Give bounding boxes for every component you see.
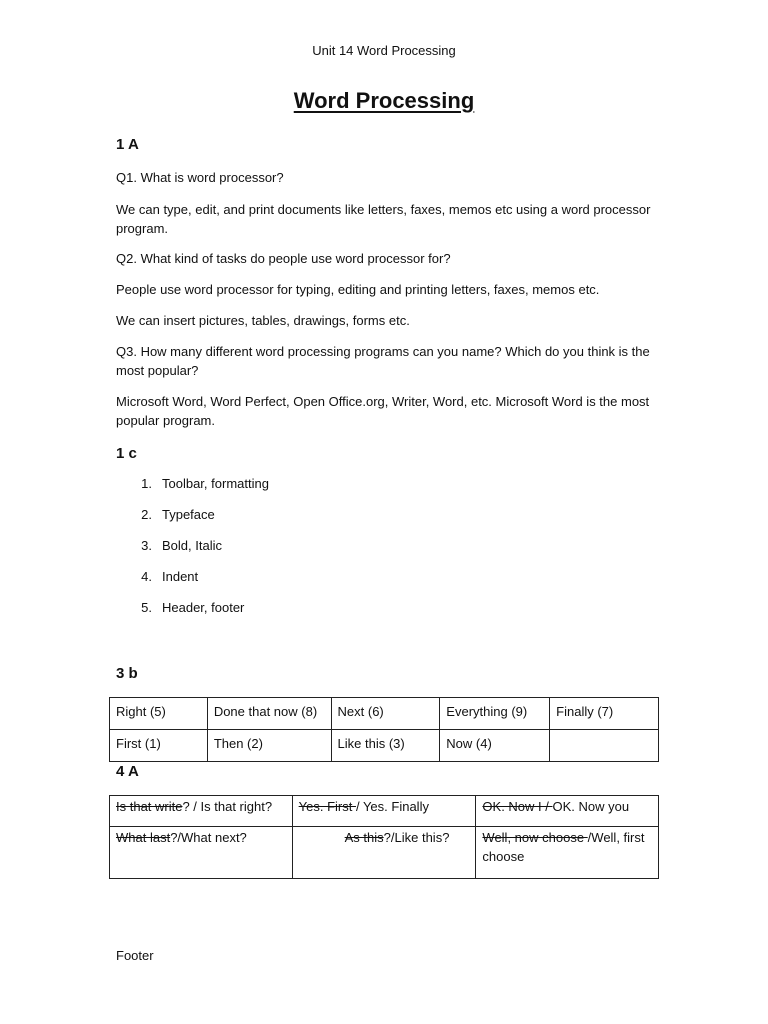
table-cell: [292, 827, 476, 879]
list-text: Toolbar, formatting: [162, 476, 269, 491]
table-cell: [110, 796, 293, 827]
struck-text: Is that write: [116, 799, 183, 814]
question-3: Q3. How many different word processing programs can you name? Which do you think is the most popular?: [116, 344, 650, 378]
page-footer: Footer: [116, 948, 154, 963]
table-cell: First (1): [110, 730, 208, 762]
correction-text: / Yes. Finally: [355, 799, 429, 814]
correction-text: OK. Now you: [552, 799, 630, 814]
section-heading-1c: 1 c: [116, 445, 137, 462]
table-cell: Now (4): [440, 730, 550, 762]
page-header: Unit 14 Word Processing: [312, 43, 456, 58]
table-cell: [110, 827, 293, 879]
page-title-text: Word Processing: [293, 88, 475, 113]
answer-2a: People use word processor for typing, editing and printing letters, faxes, memos etc.: [116, 282, 600, 297]
struck-text: Yes. First: [298, 799, 356, 814]
list-number: 5.: [141, 600, 152, 615]
list-number: 3.: [141, 538, 152, 553]
list-number: 4.: [141, 569, 152, 584]
struck-text: As this: [344, 830, 384, 845]
list-number: 2.: [141, 507, 152, 522]
table-cell: [550, 730, 659, 762]
section-heading-4a: 4 A: [116, 763, 139, 780]
answer-2b: We can insert pictures, tables, drawings, forms etc.: [116, 313, 410, 328]
table-row: [110, 796, 659, 827]
table-3b: [109, 697, 659, 762]
table-4a: [109, 795, 659, 879]
section-heading-1a: 1 A: [116, 136, 139, 153]
section-heading-3b: 3 b: [116, 665, 138, 682]
page-title: [0, 88, 768, 114]
table-cell: Done that now (8): [207, 698, 331, 730]
list-text: Indent: [162, 569, 199, 584]
table-row: [110, 730, 659, 762]
table-row: [110, 827, 659, 879]
list-text: Typeface: [162, 507, 215, 522]
table-row: [110, 698, 659, 730]
list-text: Bold, Italic: [162, 538, 222, 553]
table-cell: Finally (7): [550, 698, 659, 730]
table-cell: Everything (9): [440, 698, 550, 730]
list-text: Header, footer: [162, 600, 245, 615]
correction-text: ?/What next?: [170, 830, 247, 845]
correction-text: ?/Like this?: [383, 830, 450, 845]
answer-1: We can type, edit, and print documents like letters, faxes, memos etc using a word processor program.: [116, 202, 651, 236]
question-2: Q2. What kind of tasks do people use word processor for?: [116, 251, 451, 266]
question-1: Q1. What is word processor?: [116, 170, 284, 185]
table-cell: Right (5): [110, 698, 208, 730]
list-number: 1.: [141, 476, 152, 491]
table-cell: [476, 827, 659, 879]
table-cell: Then (2): [207, 730, 331, 762]
correction-text: /Well, first choose: [482, 830, 645, 864]
struck-text: What last: [116, 830, 171, 845]
table-cell: [292, 796, 476, 827]
table-cell: Next (6): [331, 698, 440, 730]
struck-text: Well, now choose: [482, 830, 588, 845]
table-cell: [476, 796, 659, 827]
correction-text: ? / Is that right?: [182, 799, 273, 814]
struck-text: OK. Now I /: [482, 799, 553, 814]
answer-3: Microsoft Word, Word Perfect, Open Office.org, Writer, Word, etc. Microsoft Word is the most popular program.: [116, 394, 650, 428]
table-cell: Like this (3): [331, 730, 440, 762]
